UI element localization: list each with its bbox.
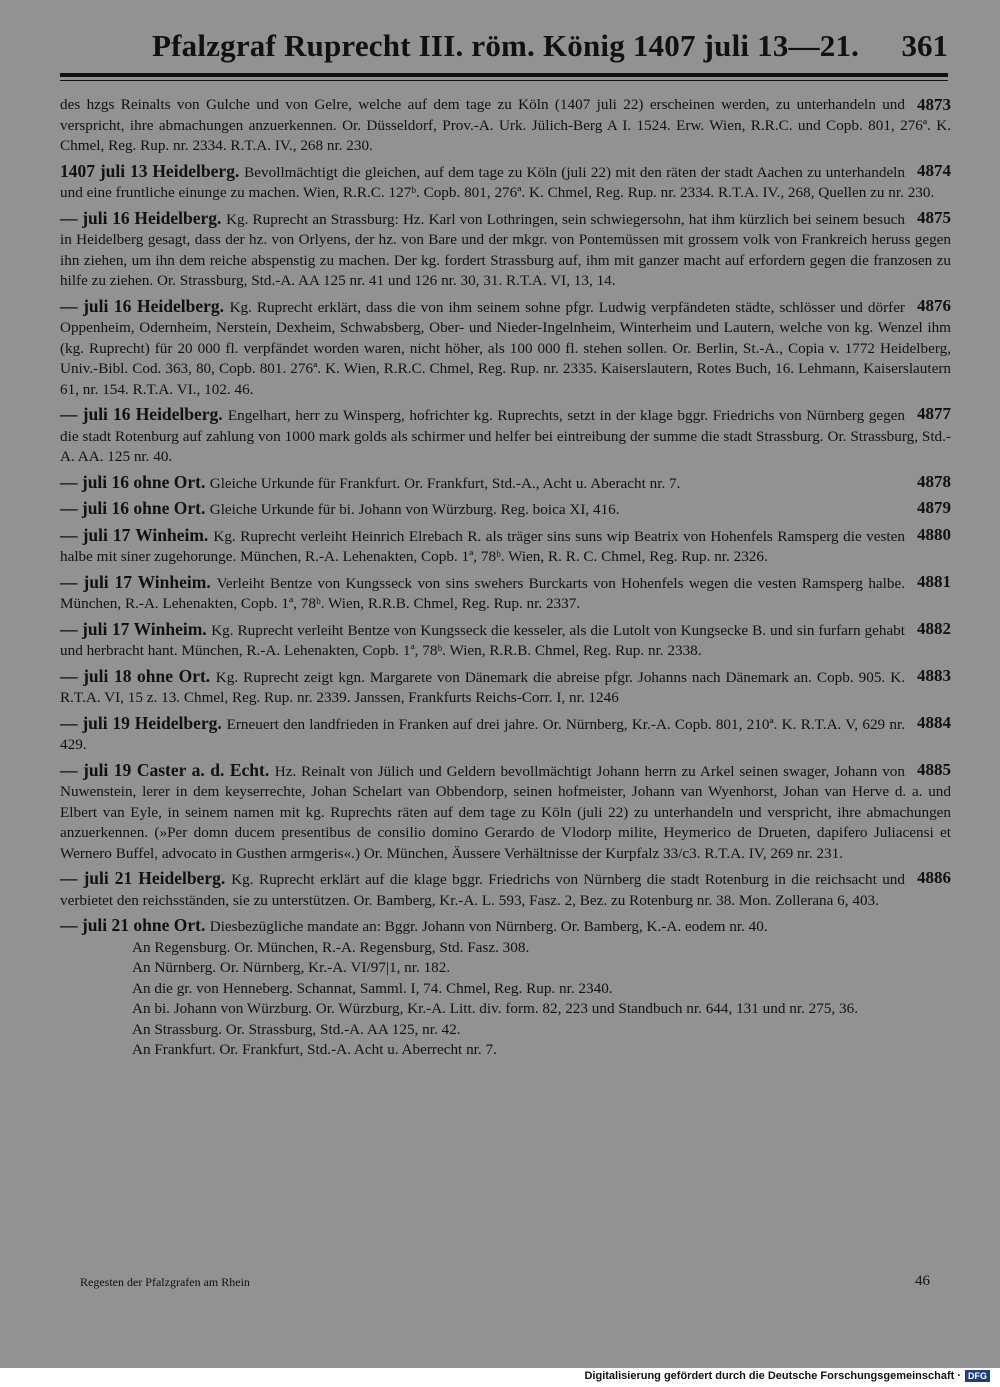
entry-date-place: — juli 21 ohne Ort. <box>60 915 210 935</box>
entry-date-place: — juli 16 Heidelberg. <box>60 207 227 228</box>
entry-number: 4873 <box>917 95 951 114</box>
regest-entry <box>60 572 951 615</box>
regest-entry <box>60 525 951 568</box>
dfg-logo-icon: DFG <box>965 1370 990 1382</box>
regest-entry <box>60 868 951 911</box>
entry-text: Engelhart, herr zu Winsperg, hofrichter kg. Ruprechts, setzt in der klage bggr. Friedrichs von Nürnberg gegen die stadt Rotenburg auf zahlung von 1000 mark golds als schirmer und helfer bei eintreibung der summe die stadt Strassburg. Or. Strassburg, Std.-A. AA. 125 nr. 40. <box>60 407 951 465</box>
entry-text: Kg. Ruprecht verleiht Heinrich Elrebach R. als träger sins suns wip Beatrix von Hohenfels Ramsperg die vesten halbe mit siner zugehorunge. München, R.-A. Lehenakten, Copb. 1ª, 78ᵇ. Wien, R. R. C. Chmel, Reg. Rup. nr. 2326. <box>60 527 905 565</box>
entry-number: 4880 <box>917 524 951 544</box>
entry-text: Verleiht Bentze von Kungsseck von sins swehers Burckarts von Hohenfels wegen die vesten Ramsperg halbe. München, R.-A. Lehenakten, Copb. 1ª, 78ᵇ. Wien, R.R.B. Chmel, Reg. Rup. nr. 2337. <box>60 574 906 612</box>
entry-text: Erneuert den landfrieden in Franken auf drei jahre. Or. Nürnberg, Kr.-A. Copb. 801, 210ª. K. R.T.A. V, 629 nr. 429. <box>60 715 905 753</box>
header-rule-thin <box>60 80 948 81</box>
regest-entry <box>60 760 951 865</box>
regest-entry <box>60 713 951 756</box>
credit-text: Digitalisierung gefördert durch die Deutsche Forschungsgemeinschaft · <box>584 1370 961 1382</box>
entry-number: 4882 <box>917 618 951 638</box>
entry-number: 4876 <box>917 295 951 315</box>
entry-date-place: — juli 19 Caster a. d. Echt. <box>60 759 275 780</box>
regest-entry <box>60 498 951 521</box>
mandate-line: An Regensburg. Or. München, R.-A. Regensburg, Std. Fasz. 308. <box>132 938 530 956</box>
regest-entry <box>60 915 951 938</box>
entry-text: Kg. Ruprecht zeigt kgn. Margarete von Dänemark die abreise pfgr. Johanns nach Dänemark an. Copb. 905. K. R.T.A. VI, 15 z. 13. Chmel, Reg. Rup. nr. 2339. Janssen, Frankfurts Reichs-Corr. I, nr. 1246 <box>60 668 905 706</box>
regest-entry <box>60 296 951 401</box>
entry-text: Kg. Ruprecht verleiht Bentze von Kungsseck die kesseler, als die Lutolt von Kungsecke B. und sin furfarn gehabt und herbracht hant. München, R.-A. Lehenakten, Copb. 1ª, 78ᵇ. Wien, R.R.B. Chmel, Reg. Rup. nr. 2338. <box>60 621 906 659</box>
entry-text: Kg. Ruprecht erklärt, dass die von ihm seinem sohne pfgr. Ludwig verpfändeten städte, schlösser und dörfer Oppenheim, Odernheim, Nerstein, Dexheim, Schwabsberg, Ober- und Nieder-Ingelnheim, Winterheim und Lautern, welche von kg. Wenzel ihm (kg. Ruprecht) für 20 000 fl. verpfändet worden waren, nicht höher, als 100 000 fl. stehen sollen. Or. Berlin, St.-A., Copia v. 1772 Heidelberg, Univ.-Bibl. Cod. 363, 80, Copb. 801. 276ª. K. Wien, R.R.C. Chmel, Reg. Rup. nr. 2335. Kaiserslautern, Rotes Buch, 16. Lehmann, Kaiserslautern 61, nr. 154. R.T.A. VI., 102. 46. <box>60 298 951 398</box>
entry-text: Hz. Reinalt von Jülich und Geldern bevollmächtigt Johann herrn zu Arkel seinen swager, Johann von Nuwenstein, lerer in dem keyserrechte, Johan Schelart van Obbendorp, seinen hofmeister, Johann van Wyenhorst, Johan van Herve d. a. und Elbert van Eyle, in seinem namen mit kg. Ruprechts räten auf dem tage zu Köln (juli 22) zu unterhandeln und verspricht, ihre abmachungen anzuerkennen. (»Per domn ducem presentibus de consilio domino Gerardo de Vlodorp milite, Heymerico de Drueten, dapifero Juliacensi et Wernero Buffel, advocato in Gusthen armgeris«.) Or. München, Äussere Verhältnisse der Kurpfalz 33/c3. R.T.A. IV, 269 nr. 231. <box>60 762 951 862</box>
footer-series-title: Regesten der Pfalzgrafen am Rhein <box>80 1275 250 1289</box>
mandate-line: An Frankfurt. Or. Frankfurt, Std.-A. Acht u. Aberrecht nr. 7. <box>132 1041 497 1058</box>
entry-date-place: — juli 18 ohne Ort. <box>60 665 216 686</box>
page-number: 361 <box>901 28 948 63</box>
regest-entry <box>60 208 951 292</box>
header-rule-thick <box>60 73 948 77</box>
regest-entry <box>60 619 951 662</box>
entry-number: 4883 <box>917 665 951 685</box>
mandate-line: An Strassburg. Or. Strassburg, Std.-A. AA 125, nr. 42. <box>132 1020 461 1038</box>
regest-entry <box>60 95 951 157</box>
page-header <box>80 28 948 72</box>
entry-text: des hzgs Reinalts von Gulche und von Gelre, welche auf dem tage zu Köln (1407 juli 22) erscheinen werden, zu unterhandeln und verspricht, ihre abmachungen anzuerkennen. Or. Düsseldorf, Prov.-A. Urk. Jülich-Berg A I. 1524. Erw. Wien, R.R.C. und Copb. 801, 276ª. K. Chmel, Reg. Rup. nr. 2334. R.T.A. IV., 268 nr. 230. <box>60 96 951 154</box>
entry-number: 4875 <box>917 207 951 227</box>
entry-number: 4881 <box>917 571 951 591</box>
entry-date-place: — juli 16 Heidelberg. <box>60 404 228 424</box>
regest-entry <box>60 161 951 204</box>
entry-text: Gleiche Urkunde für Frankfurt. Or. Frankfurt, Std.-A., Acht u. Aberacht nr. 7. <box>209 474 681 492</box>
entry-date-place: — juli 17 Winheim. <box>60 524 214 545</box>
entry-text: Gleiche Urkunde für bi. Johann von Würzburg. Reg. boica XI, 416. <box>209 501 620 518</box>
mandate-line: An die gr. von Henneberg. Schannat, Samml. I, 74. Chmel, Reg. Rup. nr. 2340. <box>132 979 613 997</box>
entry-text: Diesbezügliche mandate an: Bggr. Johann von Nürnberg. Or. Bamberg, K.-A. eodem nr. 40. <box>209 918 768 935</box>
entry-text: Bevollmächtigt die gleichen, auf dem tage zu Köln (juli 22) mit den räten der stadt Aachen zu unterhandeln und eine fruntliche einunge zu machen. Wien, R.R.C. 127ᵇ. Copb. 801, 276ª. K. Chmel, Reg. Rup. nr. 2334. R.T.A. IV., 268, Quellen zu nr. 230. <box>60 163 935 201</box>
entry-number: 4877 <box>917 404 951 423</box>
footer-signature: 46 <box>915 1273 930 1289</box>
entry-number: 4884 <box>917 712 951 732</box>
funding-credit <box>584 1370 990 1382</box>
entry-text: Kg. Ruprecht erklärt auf die klage bggr. Friedrichs von Nürnberg die stadt Rotenburg in die reichsacht und verbietet den reichsständen, sie zu unterstützen. Or. Bamberg, Kr.-A. L. 593, Fasz. 2, Bez. zu Rotenburg nr. 38. Mon. Zollerana 6, 403. <box>60 871 905 909</box>
entry-date-place: — juli 21 Heidelberg. <box>60 868 232 888</box>
entry-date-place: 1407 juli 13 Heidelberg. <box>60 160 245 181</box>
entry-date-place: — juli 16 ohne Ort. <box>60 471 210 492</box>
regest-entry <box>60 666 951 709</box>
entry-number: 4874 <box>917 160 951 180</box>
entry-number: 4886 <box>917 868 951 887</box>
document-body <box>60 95 951 1061</box>
mandate-line: An Nürnberg. Or. Nürnberg, Kr.-A. VI/97|1, nr. 182. <box>132 959 451 976</box>
mandate-line: An bi. Johann von Würzburg. Or. Würzburg, Kr.-A. Litt. div. form. 82, 223 und Standbuch nr. 644, 131 und nr. 275, 36. <box>132 1000 858 1017</box>
entry-number: 4878 <box>917 471 951 491</box>
entry-date-place: — juli 17 Winheim. <box>60 618 212 639</box>
entry-date-place: — juli 17 Winheim. <box>60 571 217 592</box>
regest-entry <box>60 472 951 495</box>
page-title: Pfalzgraf Ruprecht III. röm. König 1407 juli 13—21. <box>152 28 860 63</box>
regest-entry <box>60 404 951 468</box>
entry-text: Kg. Ruprecht an Strassburg: Hz. Karl von Lothringen, sein schwiegersohn, hat ihm kürzlich bei seinem besuch in Heidelberg gesagt, dass der hz. von Orlyens, der hz. von Bare und der mkgr. von Pontemüssen mit grossem volk von Frankreich heruss gegen ihn ziehen, um ihn dem reiche abspenstig zu machen. Der kg. fordert Strassburg auf, ihm mit ganzer macht auf erfordern gegen die franzosen zu hilfe zu ziehen. Or. Strassburg, Std.-A. AA 125 nr. 41 und 126 nr. 30, 31. R.T.A. VI, 13, 14. <box>60 210 951 289</box>
entry-number: 4885 <box>917 759 951 779</box>
entry-number: 4879 <box>917 498 951 517</box>
entry-date-place: — juli 16 ohne Ort. <box>60 498 210 518</box>
entry-date-place: — juli 16 Heidelberg. <box>60 295 230 316</box>
entry-date-place: — juli 19 Heidelberg. <box>60 712 227 733</box>
